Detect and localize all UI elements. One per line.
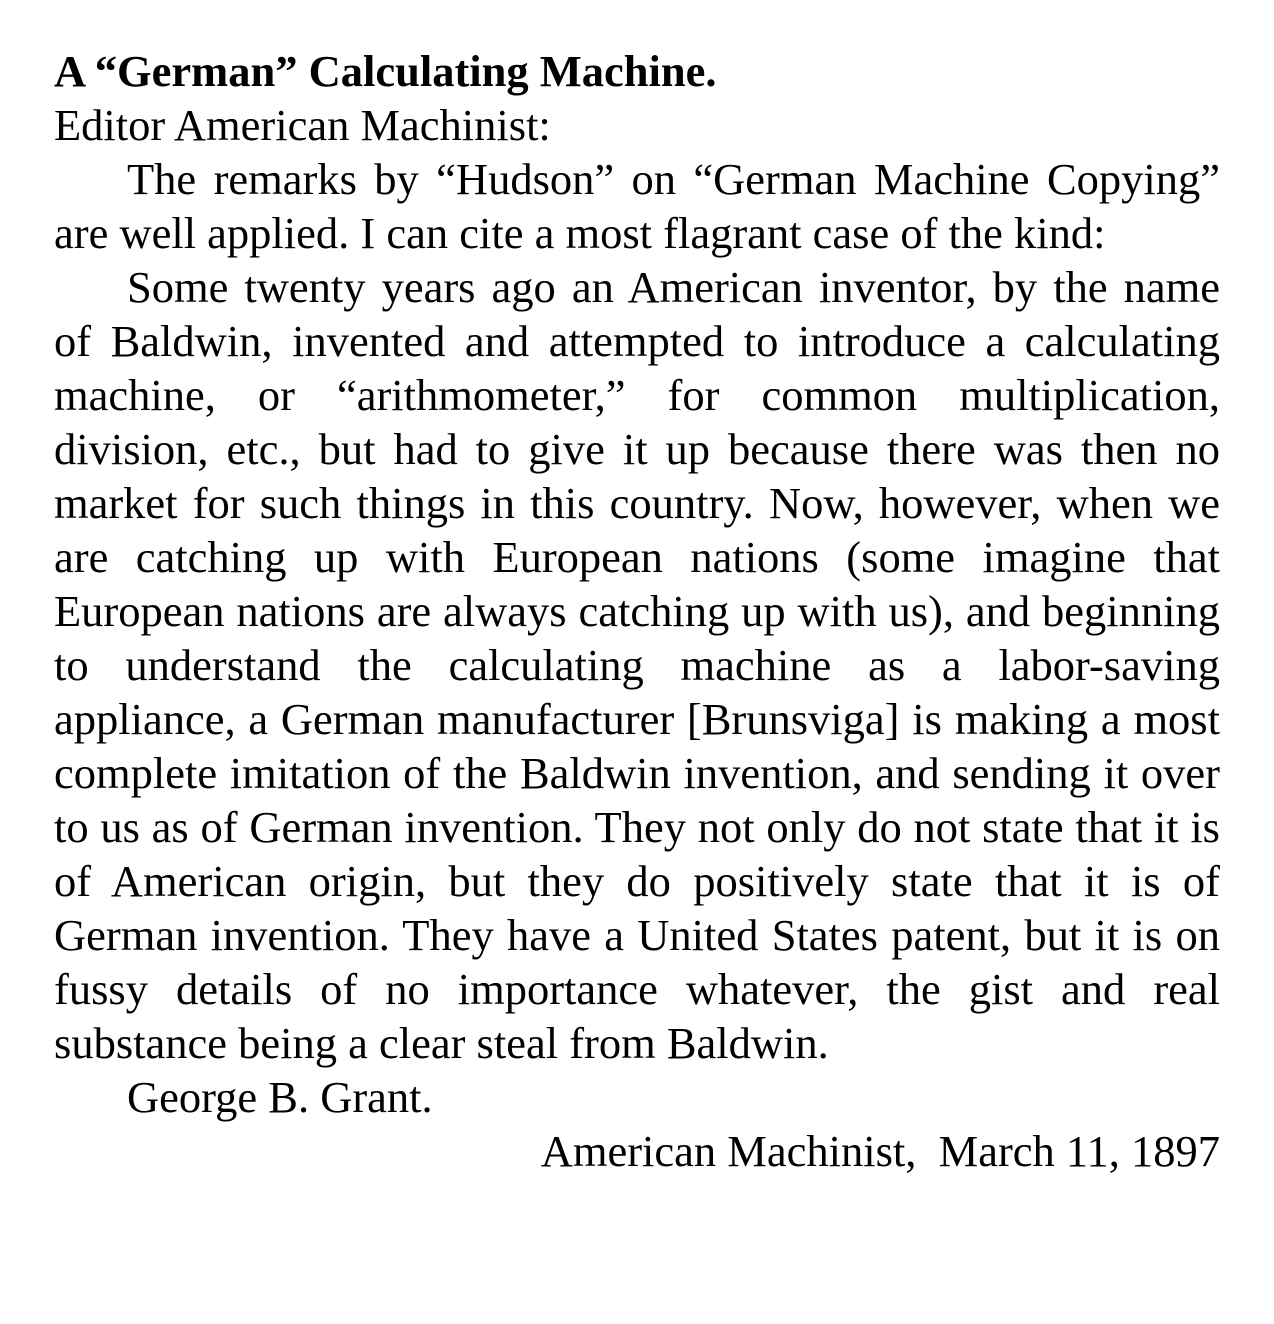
letter-page bbox=[54, 44, 1220, 1178]
paragraph-1: The remarks by “Hudson” on “German Machine Copying” are well applied. I can cite a most flagrant case of the kind: bbox=[54, 154, 1220, 258]
paragraph-2: Some twenty years ago an American inventor, by the name of Baldwin, invented and attempted to introduce a calculating machine, or “arithmometer,” for common multiplication, division, etc., but had to give it up because there was then no market for such things in this country. Now, however, when we are catching up with European nations (some imagine that European nations are always catching up with us), and beginning to understand the calculating machine as a labor-saving appliance, a German manufacturer [Brunsviga] is making a most complete imitation of the Baldwin invention, and sending it over to us as of German invention. They not only do not state that it is of American origin, but they do positively state that it is of German invention. They have a United States patent, but it is on fussy details of no importance whatever, the gist and real substance being a clear steal from Baldwin. bbox=[54, 262, 1220, 1068]
source-citation: American Machinist, March 11, 1897 bbox=[540, 1126, 1220, 1176]
signature: George B. Grant. bbox=[127, 1072, 433, 1122]
article-title: A “German” Calculating Machine. bbox=[54, 46, 717, 96]
salutation: Editor American Machinist: bbox=[54, 100, 551, 150]
